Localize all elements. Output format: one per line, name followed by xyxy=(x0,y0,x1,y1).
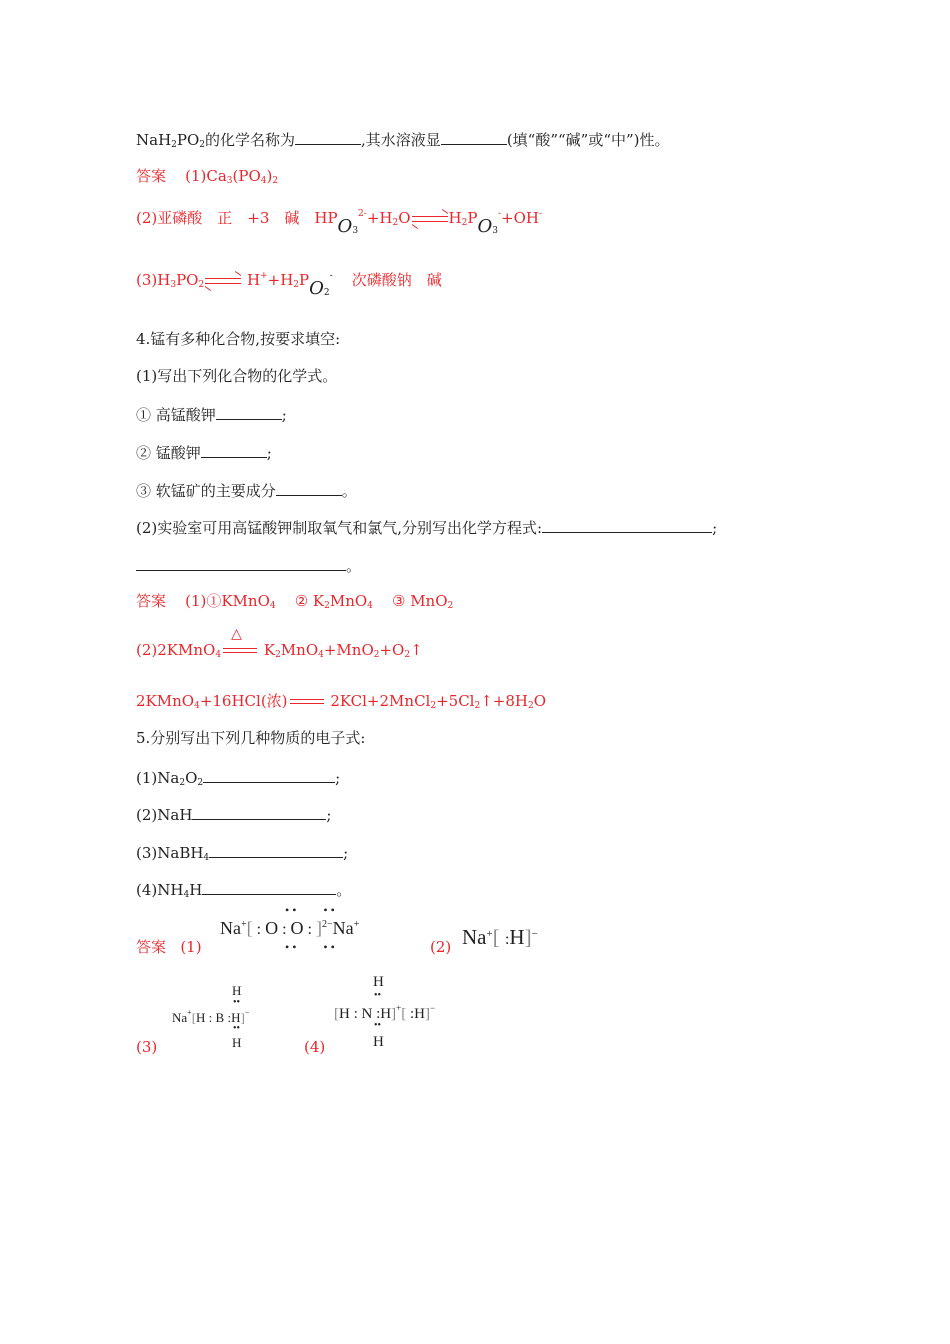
subscript: 2 xyxy=(404,650,411,660)
answer-text: +O xyxy=(379,641,405,659)
answer-text: H xyxy=(448,209,462,227)
answer-blank[interactable] xyxy=(192,803,326,820)
answer-blank[interactable] xyxy=(209,841,343,858)
question-text: (2)NaH xyxy=(136,806,193,824)
subscript: 4 xyxy=(194,701,200,711)
answer-text: O xyxy=(398,209,411,227)
q5-item4 xyxy=(136,878,351,905)
answer3-line2 xyxy=(136,204,542,237)
formula-o: O xyxy=(337,216,353,237)
subscript: 2 xyxy=(324,601,330,611)
punctuation: 。 xyxy=(341,482,357,500)
answer-label: 答案 xyxy=(136,938,167,956)
subscript: 3 xyxy=(226,176,233,186)
answer3-line1 xyxy=(136,166,278,191)
gas-arrow-icon: ↑ xyxy=(410,641,423,659)
atom-symbol: H xyxy=(380,1006,392,1022)
answer-text: MnO xyxy=(329,592,368,610)
heat-triangle-icon: △ xyxy=(231,626,242,642)
superscript: + xyxy=(260,271,268,281)
answer-text: (2)亚磷酸 正 +3 碱 HP xyxy=(136,209,338,227)
punctuation: 。 xyxy=(346,557,362,575)
question-text: ① 高锰酸钾 xyxy=(136,406,216,424)
subscript: 2 xyxy=(275,650,281,660)
bond-dots: •• xyxy=(374,990,382,1001)
punctuation: ; xyxy=(712,519,718,537)
q4-part1: (1)写出下列化合物的化学式。 xyxy=(136,367,338,385)
question-text: (填“酸”“碱”或“中”)性。 xyxy=(506,131,670,149)
nabh4-top-h: H xyxy=(232,983,242,998)
equilibrium-arrow-icon xyxy=(412,213,448,225)
question-text: (4)NH xyxy=(136,881,184,899)
superscript: - xyxy=(538,209,542,219)
answer-text: +16HCl(浓) xyxy=(199,692,288,710)
subscript: 3 xyxy=(352,226,359,236)
atom-symbol: O xyxy=(290,918,304,938)
atom-symbol: Na xyxy=(220,918,241,938)
q5-item1 xyxy=(136,766,340,793)
charge: + xyxy=(187,1008,192,1017)
heat-reaction-arrow-icon xyxy=(223,626,257,656)
subscript: 2 xyxy=(199,140,206,150)
answer-text: O xyxy=(533,692,547,710)
charge: − xyxy=(244,1008,250,1017)
answer-blank[interactable] xyxy=(203,766,335,783)
answer-text: P xyxy=(467,209,478,227)
q4-title: 4.锰有多种化合物,按要求填空: xyxy=(136,330,341,348)
answer5-line1 xyxy=(136,937,202,957)
atom-symbol: H xyxy=(509,925,525,949)
subscript: 3 xyxy=(492,226,498,236)
charge: + xyxy=(396,1003,402,1013)
charge: + xyxy=(353,919,360,930)
lone-pair-dots: •• •• xyxy=(285,903,338,917)
answer-blank[interactable] xyxy=(276,479,342,496)
subscript: 2 xyxy=(392,218,399,228)
subscript: 4 xyxy=(183,890,190,900)
question-text: ② 锰酸钾 xyxy=(136,444,201,462)
nah-electron-formula: Na+[ :H]− xyxy=(462,925,538,949)
lone-pair-dots: •• •• xyxy=(285,940,338,954)
question-text: (1)Na xyxy=(136,769,180,787)
subscript: 2 xyxy=(461,218,468,228)
bond-dots: •• xyxy=(233,997,241,1008)
answer-text: PO xyxy=(176,271,199,289)
question-text: O xyxy=(185,769,198,787)
atom-symbol: H xyxy=(339,1006,350,1022)
punctuation: ; xyxy=(266,444,272,462)
subscript: 2 xyxy=(474,701,481,711)
answer-text: ② K xyxy=(294,592,325,610)
punctuation: ; xyxy=(343,844,349,862)
subscript: 2 xyxy=(323,288,330,298)
subscript: 4 xyxy=(260,176,267,186)
answer-label: 答案 xyxy=(136,592,167,610)
nabh4-electron-formula: Na+[H : B :H]− xyxy=(172,1008,250,1025)
nh4h-bottom-h: H xyxy=(373,1034,384,1050)
subscript: 2 xyxy=(527,701,534,711)
subscript: 4 xyxy=(215,650,222,660)
answer5-label2: (2) xyxy=(430,938,452,956)
atom-symbol: Na xyxy=(332,918,354,938)
answer4-line3 xyxy=(136,691,546,716)
subscript: 2 xyxy=(447,601,454,611)
answer-blank[interactable] xyxy=(136,554,346,571)
subscript: 2 xyxy=(179,778,186,788)
q4-item1 xyxy=(136,403,287,425)
atom-symbol: O xyxy=(265,918,279,938)
subscript: 4 xyxy=(318,650,324,660)
superscript: - xyxy=(329,271,333,281)
q5-item2 xyxy=(136,803,331,825)
question-text: H xyxy=(189,881,203,899)
equilibrium-arrow-icon xyxy=(205,275,241,287)
answer-text: +5Cl xyxy=(436,692,475,710)
punctuation: ; xyxy=(326,806,332,824)
answer5-label4: (4) xyxy=(304,1038,326,1056)
nh4h-electron-formula: [H : N :H]+[ :H]− xyxy=(334,1003,436,1022)
reaction-arrow-icon xyxy=(290,697,324,707)
charge: + xyxy=(486,928,493,940)
na2o2-electron-formula: Na+[ : O : O : ]$^{2-}$Na+ xyxy=(220,918,360,938)
answer-text: +MnO xyxy=(323,641,374,659)
answer-text: (2)2KMnO xyxy=(136,641,216,659)
answer-blank[interactable] xyxy=(542,516,712,533)
answer-blank[interactable] xyxy=(295,128,361,145)
subscript: 2 xyxy=(430,701,437,711)
superscript: 2- xyxy=(358,209,367,219)
subscript: 2 xyxy=(373,650,380,660)
atom-symbol: H xyxy=(414,1006,425,1022)
answer-text: P xyxy=(299,271,310,289)
subscript: 2 xyxy=(197,778,204,788)
formula-o: O xyxy=(477,216,493,237)
answer3-line3 xyxy=(136,266,442,299)
answer-text: 次磷酸钠 碱 xyxy=(351,271,442,289)
subscript: 2 xyxy=(198,280,205,290)
punctuation: 。 xyxy=(336,881,352,899)
atom-symbol: Na xyxy=(172,1010,188,1025)
answer-text: MnO xyxy=(280,641,319,659)
nh4h-top-h: H xyxy=(373,974,384,990)
atom-symbol: Na xyxy=(462,925,487,949)
atom-symbol: N xyxy=(361,1006,373,1022)
q4-part2-blank2 xyxy=(136,554,361,576)
superscript: - xyxy=(497,209,501,219)
bond-dots: •• xyxy=(233,1023,241,1034)
subscript: 3 xyxy=(170,280,177,290)
answer-text: +H xyxy=(267,271,294,289)
subscript: 4 xyxy=(269,601,276,611)
answer-text: +OH xyxy=(501,209,539,227)
atom-symbol: H xyxy=(196,1010,206,1025)
subscript: 4 xyxy=(367,601,373,611)
answer-text: 2KCl+2MnCl xyxy=(330,692,431,710)
answer5-label3: (3) xyxy=(136,1038,158,1056)
answer-text: ↑+8H xyxy=(480,692,528,710)
atom-symbol: H xyxy=(231,1010,241,1025)
answer4-line1 xyxy=(136,591,453,616)
formula-text: NaH xyxy=(136,131,172,149)
answer-text: 2KMnO xyxy=(136,692,195,710)
question-text: (2)实验室可用高锰酸钾制取氧气和氯气,分别写出化学方程式: xyxy=(136,519,543,537)
answer-text: ③ MnO xyxy=(391,592,448,610)
q4-part2 xyxy=(136,516,717,538)
answer-text: (1)①KMnO xyxy=(185,592,270,610)
charge: − xyxy=(429,1003,436,1013)
question-text: 的化学名称为 xyxy=(205,131,296,149)
answer-text: ) xyxy=(266,167,273,185)
punctuation: ; xyxy=(281,406,287,424)
atom-symbol: B xyxy=(215,1010,225,1025)
question-text: (3)NaBH xyxy=(136,844,204,862)
answer-label: 答案 xyxy=(136,167,167,185)
answer-text: (3)H xyxy=(136,271,171,289)
bond-dots: •• xyxy=(374,1020,382,1031)
q5-title: 5.分别写出下列几种物质的电子式: xyxy=(136,729,366,747)
q4-item3 xyxy=(136,479,357,501)
answer-text: (PO xyxy=(232,167,261,185)
answer-blank[interactable] xyxy=(441,128,507,145)
nabh4-bottom-h: H xyxy=(232,1035,242,1050)
formula-o: O xyxy=(309,278,324,299)
subscript: 2 xyxy=(293,280,300,290)
formula-text: PO xyxy=(176,131,200,149)
q5-item3 xyxy=(136,841,348,868)
subscript: 4 xyxy=(203,853,210,863)
question-text: ,其水溶液显 xyxy=(361,131,441,149)
answer-text: (1) xyxy=(180,938,202,956)
q3-tail-line xyxy=(136,128,670,155)
subscript: 2 xyxy=(272,176,279,186)
subscript: 2 xyxy=(171,140,177,150)
answer-blank[interactable] xyxy=(216,403,282,420)
answer4-line2 xyxy=(136,626,423,665)
charge: − xyxy=(531,928,538,940)
question-text: ③ 软锰矿的主要成分 xyxy=(136,482,276,500)
charge: + xyxy=(241,919,247,930)
answer-blank[interactable] xyxy=(201,441,267,458)
answer-text: +H xyxy=(366,209,393,227)
q4-item2 xyxy=(136,441,272,463)
punctuation: ; xyxy=(335,769,341,787)
answer-blank[interactable] xyxy=(202,878,336,895)
answer-text: K xyxy=(263,641,276,659)
answer-text: (1)Ca xyxy=(185,167,227,185)
answer-text: H xyxy=(246,271,261,289)
charge: 2− xyxy=(322,919,333,930)
